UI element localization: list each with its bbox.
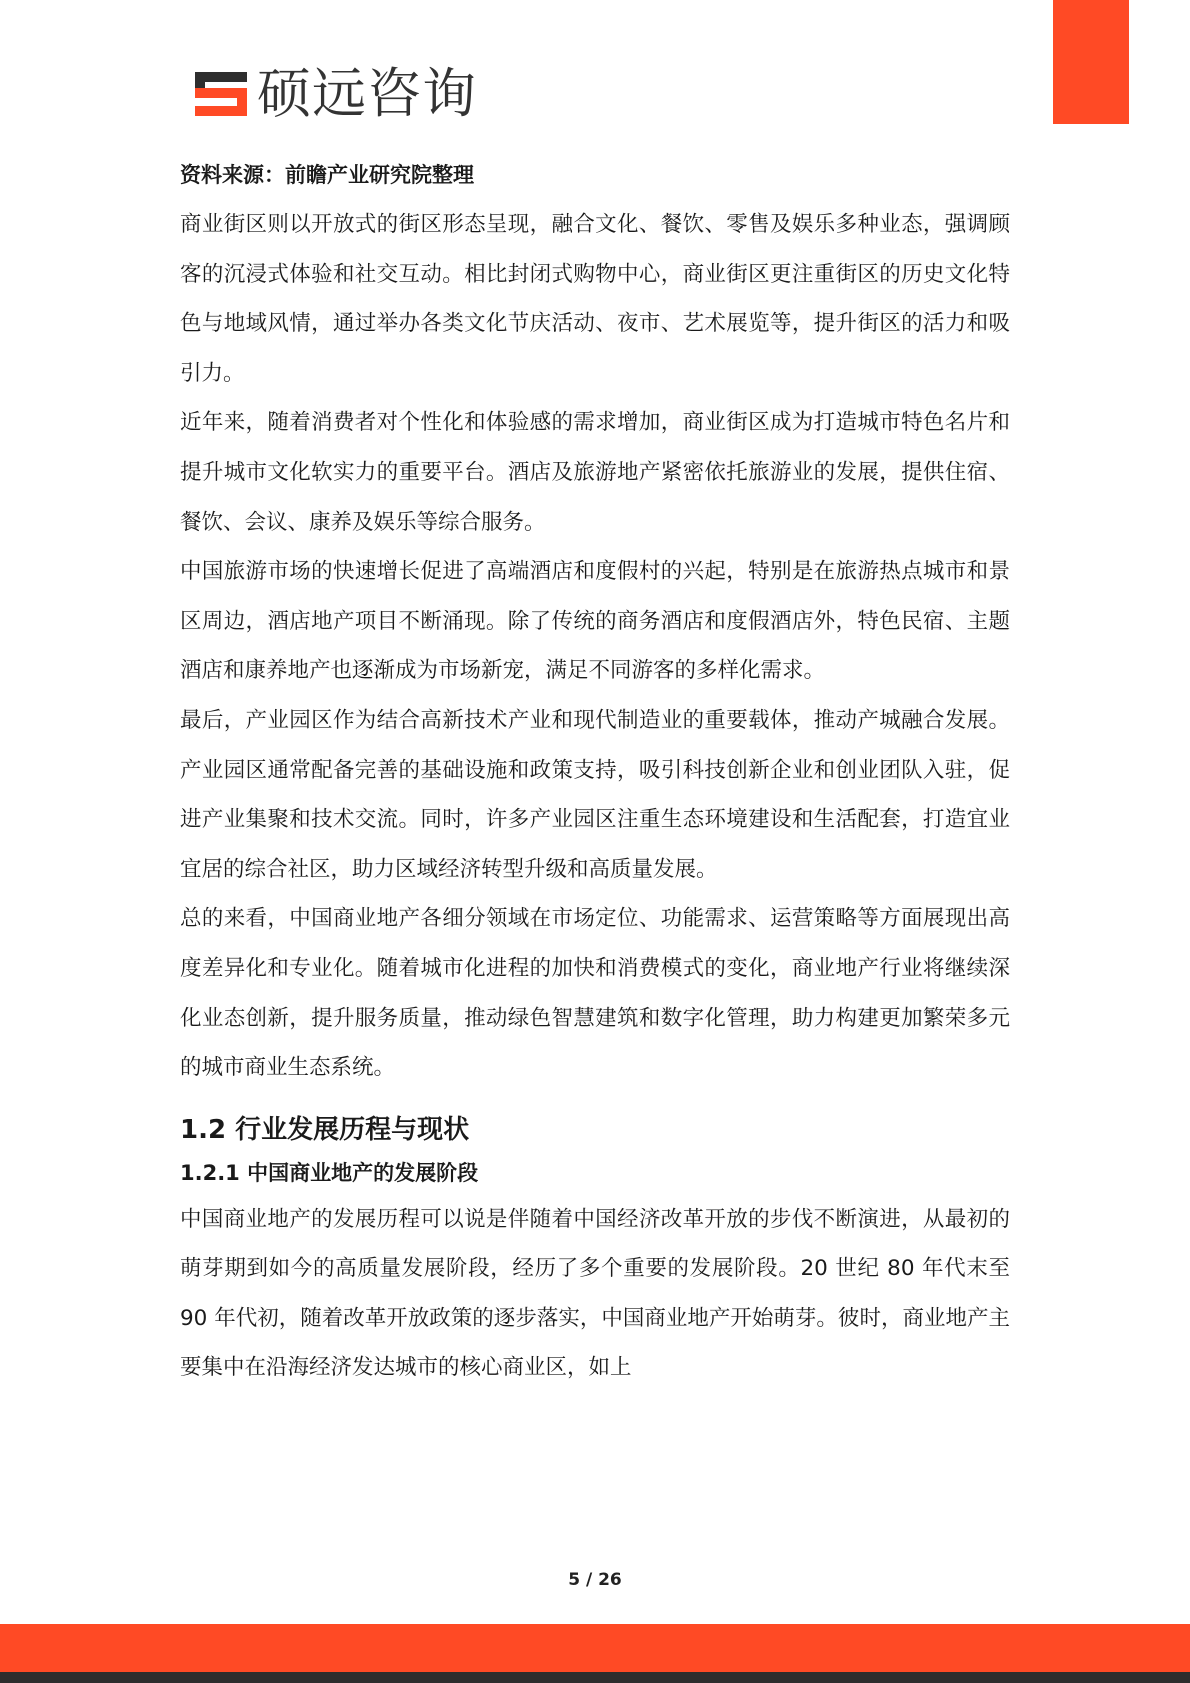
- subsection-heading: 1.2.1 中国商业地产的发展阶段: [180, 1160, 479, 1185]
- paragraph: 总的来看，中国商业地产各细分领域在市场定位、功能需求、运营策略等方面展现出高度差异化和专业化。随着城市化进程的加快和消费模式的变化，商业地产行业将继续深化业态创新，提升服务质量，推动绿色智慧建筑和数字化管理，助力构建更加繁荣多元的城市商业生态系统。: [180, 906, 1010, 1081]
- page-number: 5 / 26: [568, 1570, 622, 1590]
- paragraph: 商业街区则以开放式的街区形态呈现，融合文化、餐饮、零售及娱乐多种业态，强调顾客的沉浸式体验和社交互动。相比封闭式购物中心，商业街区更注重街区的历史文化特色与地域风情，通过举办各类文化节庆活动、夜市、艺术展览等，提升街区的活力和吸引力。: [180, 212, 1010, 386]
- s-letter-logo-icon: [193, 70, 249, 118]
- paragraph: 中国商业地产的发展历程可以说是伴随着中国经济改革开放的步伐不断演进，从最初的萌芽期到如今的高质量发展阶段，经历了多个重要的发展阶段。20 世纪 80 年代末至 90 年代初，随着改革开放政策的逐步落实，中国商业地产开始萌芽。彼时，商业地产主要集中在沿海经济发达城市的核心商业区，如上: [180, 1206, 1010, 1381]
- paragraph: 近年来，随着消费者对个性化和体验感的需求增加，商业街区成为打造城市特色名片和提升城市文化软实力的重要平台。酒店及旅游地产紧密依托旅游业的发展，提供住宿、餐饮、会议、康养及娱乐等综合服务。: [180, 410, 1010, 535]
- brand-name: 硕远咨询: [257, 62, 477, 125]
- paragraph: 最后，产业园区作为结合高新技术产业和现代制造业的重要载体，推动产城融合发展。产业园区通常配备完善的基础设施和政策支持，吸引科技创新企业和创业团队入驻，促进产业集聚和技术交流。同时，许多产业园区注重生态环境建设和生活配套，打造宜业宜居的综合社区，助力区域经济转型升级和高质量发展。: [180, 707, 1010, 882]
- section-heading: 1.2 行业发展历程与现状: [180, 1114, 470, 1145]
- footer-strip: [0, 1672, 1190, 1683]
- footer-bar: [0, 1624, 1190, 1672]
- source-note: 资料来源：前瞻产业研究院整理: [180, 163, 474, 187]
- corner-accent-tab: [1053, 0, 1129, 124]
- document-body: [180, 150, 1010, 1393]
- paragraph: 中国旅游市场的快速增长促进了高端酒店和度假村的兴起，特别是在旅游热点城市和景区周边，酒店地产项目不断涌现。除了传统的商务酒店和度假酒店外，特色民宿、主题酒店和康养地产也逐渐成为市场新宠，满足不同游客的多样化需求。: [180, 559, 1010, 684]
- brand-logo: [193, 62, 477, 125]
